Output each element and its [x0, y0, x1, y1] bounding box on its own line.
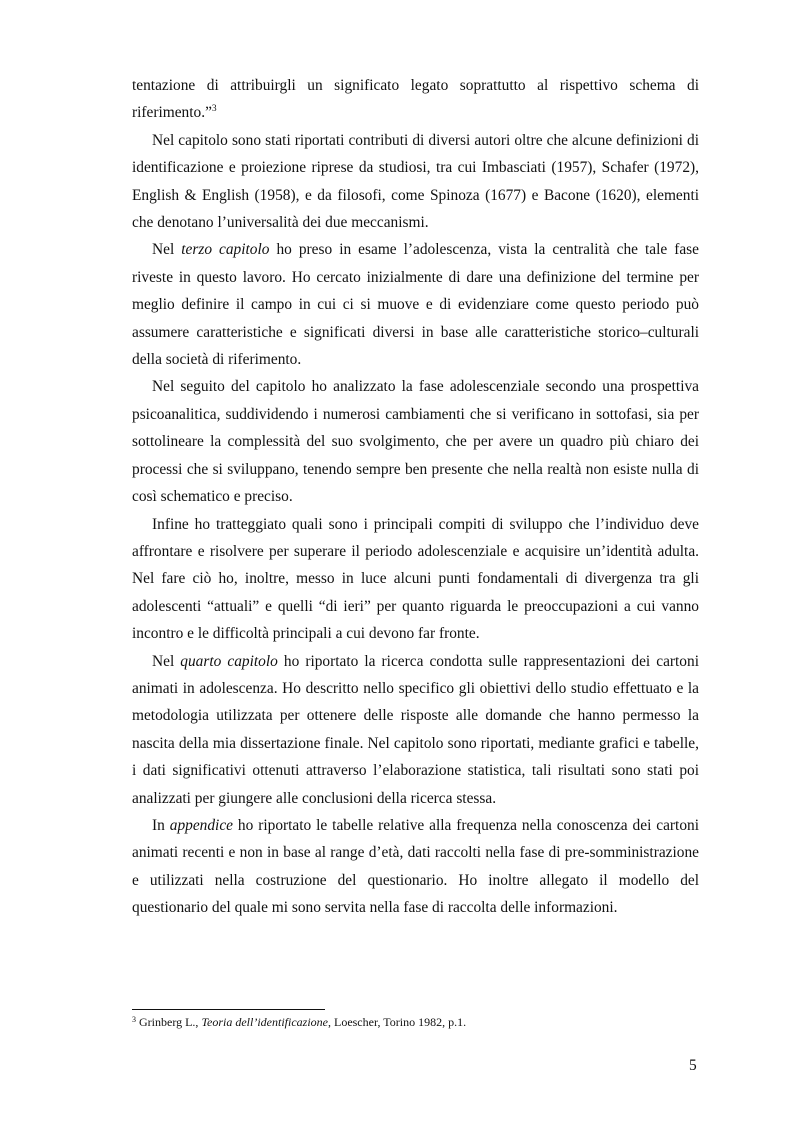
paragraph-6-text: ho riportato la ricerca condotta sulle rappresentazioni dei cartoni animati in adolescenza. Ho descritto nello specifico gli obiettivi dello studio effettuato e la metodologia utilizzata per ottenere delle risposte alle domande che hanno permesso la nascita della mia dissertazione finale. Nel capitolo sono riportati, mediante grafici e tabelle, i dati significativi ottenuti attraverso l’elaborazione statistica, tali risultati sono stati poi analizzati per giungere alle conclusioni della ricerca stessa. [132, 652, 699, 807]
paragraph-4-text: Nel seguito del capitolo ho analizzato la fase adolescenziale secondo una prospettiva psicoanalitica, suddividendo i numerosi cambiamenti che si verificano in sottofasi, sia per sottolineare la complessità del suo svolgimento, che per avere un quadro più chiaro dei processi che si sviluppano, tenendo sempre ben presente che nella realtà non esiste nulla di così schematico e preciso. [132, 378, 699, 506]
paragraph-1-text: tentazione di attribuirgli un significato legato soprattutto al rispettivo schema di riferimento.” [132, 77, 699, 122]
paragraph-6-prefix: Nel [152, 652, 181, 670]
paragraph-1 [132, 72, 699, 127]
footnote-title: Teoria dell’identificazione [201, 1015, 328, 1029]
footnote-number: 3 [132, 1015, 136, 1024]
footnote [132, 1014, 699, 1030]
page-number: 5 [689, 1057, 697, 1074]
body-text [132, 72, 699, 922]
paragraph-7 [132, 812, 699, 922]
footnote-divider [132, 1009, 325, 1010]
paragraph-2 [132, 127, 699, 237]
footnote-text-after: , Loescher, Torino 1982, p.1. [327, 1015, 467, 1029]
paragraph-6 [132, 648, 699, 812]
paragraph-7-text: ho riportato le tabelle relative alla frequenza nella conoscenza dei cartoni animati recenti e non in base al range d’età, dati raccolti nella fase di pre-somministrazione e utilizzati nella costruzione del questionario. Ho inoltre allegato il modello del questionario del quale mi sono servita nella fase di raccolta delle informazioni. [132, 816, 699, 917]
paragraph-3-emphasis: terzo capitolo [181, 241, 270, 259]
paragraph-3-prefix: Nel [152, 241, 182, 259]
paragraph-4 [132, 373, 699, 510]
paragraph-7-emphasis: appendice [169, 816, 233, 834]
paragraph-6-emphasis: quarto capitolo [180, 652, 278, 670]
paragraph-5 [132, 511, 699, 648]
paragraph-3 [132, 236, 699, 373]
paragraph-7-prefix: In [152, 816, 170, 834]
paragraph-5-text: Infine ho tratteggiato quali sono i principali compiti di sviluppo che l’individuo deve affrontare e risolvere per superare il periodo adolescenziale e acquisire un’identità adulta. Nel fare ciò ho, inoltre, messo in luce alcuni punti fondamentali di divergenza tra gli adolescenti “attuali” e quelli “di ieri” per quanto riguarda le preoccupazioni a cui vanno incontro e le difficoltà principali a cui devono far fronte. [132, 515, 699, 643]
footnote-reference: 3 [211, 104, 217, 115]
paragraph-3-text: ho preso in esame l’adolescenza, vista la centralità che tale fase riveste in questo lavoro. Ho cercato inizialmente di dare una definizione del termine per meglio definire il campo in cui ci si muove e di evidenziare come questo periodo può assumere caratteristiche e significati diversi in base alle caratteristiche storico–culturali della società di riferimento. [132, 241, 699, 369]
paragraph-2-text: Nel capitolo sono stati riportati contributi di diversi autori oltre che alcune definizioni di identificazione e proiezione riprese da studiosi, tra cui Imbasciati (1957), Schafer (1972), English & English (1958), e da filosofi, come Spinoza (1677) e Bacone (1620), elementi che denotano l’universalità dei due meccanismi. [132, 131, 699, 232]
footnote-text-before: Grinberg L., [136, 1015, 202, 1029]
